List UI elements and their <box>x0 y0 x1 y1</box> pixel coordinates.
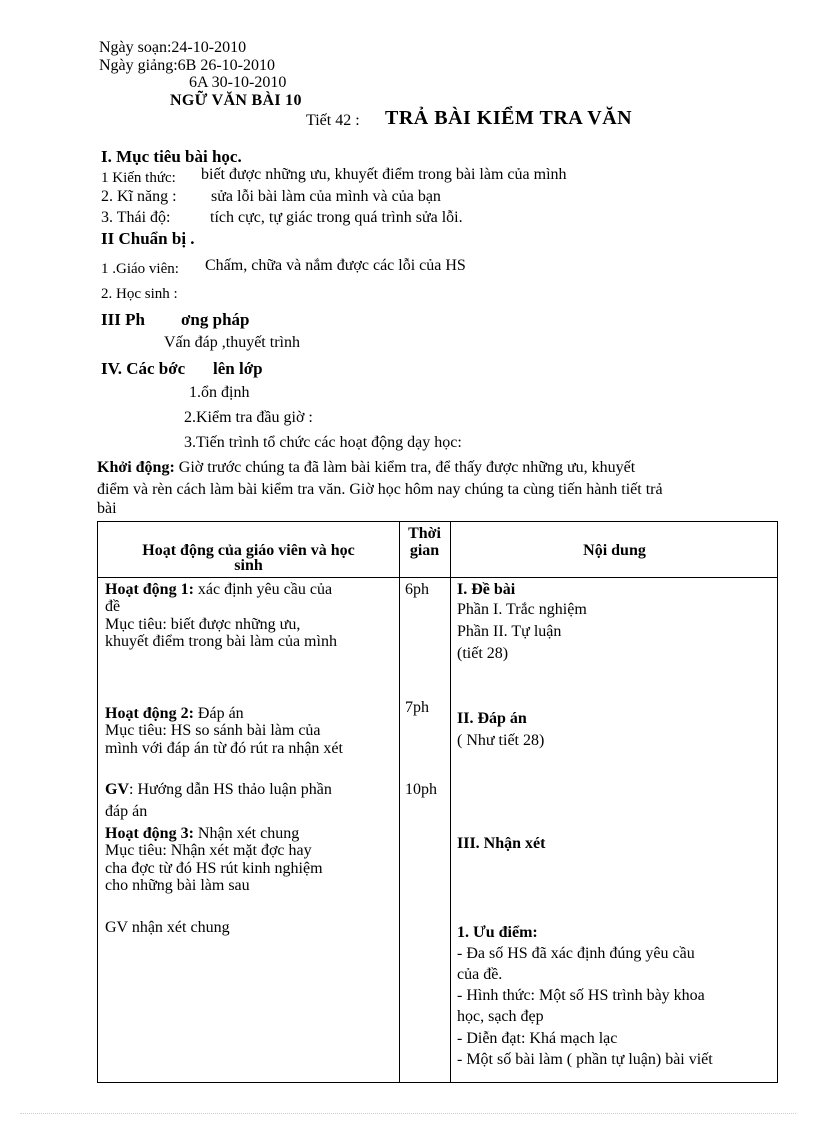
hd1-mt-label: Mục tiêu: <box>105 615 167 633</box>
cac-buoc-heading-a: IV. Các bớc <box>101 359 186 378</box>
header-activity-line1: Hoạt động của giáo viên và học <box>142 542 355 559</box>
thai-do-text: tích cực, tự giác trong quá trình sửa lỗi. <box>210 209 463 226</box>
gv2-text-a: GV nhận xét <box>105 919 187 936</box>
table-header-divider <box>98 577 777 578</box>
page-title: TRẢ BÀI KIỂM TRA VĂN <box>385 107 633 129</box>
uu-diem-3: - Diễn đạt: Khá mạch lạc <box>457 1029 618 1047</box>
hd2-text: Đáp án <box>197 705 244 722</box>
ngay-soan: Ngày soạn:24-10-2010 <box>99 39 247 56</box>
hd2-label: Hoạt động 2: <box>105 705 194 722</box>
kien-thuc-label: 1 Kiến thức: <box>101 170 176 186</box>
khoi-dong-line-2: điểm và rèn cách làm bài kiểm tra văn. Giờ học hôm nay chúng ta cùng tiến hành tiết trả <box>97 481 663 498</box>
hd3-label: Hoạt động 3: <box>105 825 194 842</box>
chuan-bi-heading: II Chuẩn bị . <box>101 229 195 248</box>
phuong-phap-heading-b: ơng pháp <box>181 310 250 329</box>
hoat-dong-2 <box>105 705 343 757</box>
de-bai-phan1: Phần I. Trắc nghiệm <box>457 600 587 618</box>
gv1-text-b: đáp án <box>105 803 148 821</box>
de-bai-tiet: (tiết 28) <box>457 645 509 663</box>
header-time <box>399 525 450 560</box>
header-activity <box>98 542 399 575</box>
gv1-text: : Hướng dẫn HS thảo luận phần <box>129 781 332 798</box>
khoi-dong-text-1: Giờ trước chúng ta đã làm bài kiểm tra, để thấy được những ưu, khuyết <box>178 459 636 476</box>
giao-vien-text: Chấm, chữa và nắm được các lỗi của HS <box>205 257 466 274</box>
lesson-number: Tiết 42 : <box>306 112 360 129</box>
uu-diem-1a: - Đa số HS đã xác định đúng yêu cầu <box>457 945 695 963</box>
hd1-text-b: đề <box>105 598 121 616</box>
dap-an-text: ( Như tiết 28) <box>457 732 545 750</box>
hd1-text: xác định yêu cầu của <box>197 581 333 598</box>
hoat-dong-3 <box>105 825 323 894</box>
table-column-divider <box>450 522 451 1082</box>
subject-heading: NGỮ VĂN BÀI 10 <box>170 92 302 109</box>
uu-diem-4: - Một số bài làm ( phần tự luận) bài viết <box>457 1050 713 1068</box>
hd2-mt-line1: Mục tiêu: HS so sánh bài làm của <box>105 722 321 740</box>
uu-diem-heading: 1. Ưu điểm: <box>457 924 538 941</box>
table-column-divider <box>399 522 400 1082</box>
ki-nang-label: 2. Kĩ năng : <box>101 188 177 205</box>
hoc-sinh-label: 2. Học sinh : <box>101 286 178 302</box>
time-gv1: 10ph <box>405 781 437 798</box>
ki-nang-text: sửa lỗi bài làm của mình và của bạn <box>211 188 441 205</box>
uu-diem-2a: - Hình thức: Một số HS trình bày khoa <box>457 987 705 1005</box>
muc-tieu-heading: I. Mục tiêu bài học. <box>101 147 242 166</box>
lesson-activity-table <box>97 521 778 1083</box>
thai-do-label: 3. Thái độ: <box>101 209 171 226</box>
step-3: 3.Tiến trình tổ chức các hoạt động dạy học: <box>184 434 462 451</box>
uu-diem-1b: của đề. <box>457 966 503 984</box>
hd1-mt-text: biết được những ưu, <box>170 615 301 633</box>
gv-nhan-xet <box>105 919 230 936</box>
time-hd2: 7ph <box>405 699 429 716</box>
ngay-giang-6a: 6A 30-10-2010 <box>189 74 287 91</box>
gv-huong-dan <box>105 779 332 824</box>
de-bai-phan2: Phần II. Tự luận <box>457 622 562 640</box>
hd3-mt-line2: cha đợc từ đó HS rút kinh nghiệm <box>105 859 323 877</box>
kien-thuc-text: biết được những ưu, khuyết điểm trong bài làm của mình <box>201 166 567 183</box>
hd3-mt-line1: Mục tiêu: Nhận xét mặt đợc hay <box>105 842 312 860</box>
phuong-phap-heading-a: III Ph <box>101 310 145 329</box>
hd3-text: Nhận xét chung <box>197 825 300 842</box>
header-activity-line2: sinh <box>234 557 263 575</box>
phuong-phap-text: Vấn đáp ,thuyết trình <box>164 334 300 351</box>
khoi-dong-line-1 <box>97 460 635 476</box>
hd3-mt-line3: cho những bài làm sau <box>105 876 250 894</box>
header-time-line1: Thời <box>408 525 441 542</box>
nhan-xet-heading: III. Nhận xét <box>457 835 546 852</box>
header-time-line2: gian <box>409 542 440 560</box>
content-dap-an <box>457 708 544 753</box>
ngay-giang: Ngày giảng:6B 26-10-2010 <box>99 57 275 74</box>
hd1-mt-text-b: khuyết điểm trong bài làm của mình <box>105 632 337 650</box>
dap-an-heading: II. Đáp án <box>457 710 527 727</box>
khoi-dong-line-3: bài <box>97 500 117 517</box>
hd1-label: Hoạt động 1: <box>105 581 194 598</box>
content-de-bai <box>457 581 587 666</box>
hd2-mt-line2: mình với đáp án từ đó rút ra nhận xét <box>105 739 343 757</box>
cac-buoc-heading-b: lên lớp <box>213 359 263 378</box>
uu-diem-2b: học, sạch đẹp <box>457 1008 544 1026</box>
header-content: Nội dung <box>583 542 646 559</box>
step-2: 2.Kiểm tra đầu giờ : <box>184 409 313 426</box>
de-bai-heading: I. Đề bài <box>457 581 516 598</box>
page-bottom-border <box>20 1113 796 1114</box>
hoat-dong-1 <box>105 581 337 650</box>
step-1: 1.ổn định <box>189 384 250 401</box>
giao-vien-label: 1 .Giáo viên: <box>101 261 179 277</box>
gv1-label: GV <box>105 781 129 798</box>
time-hd1: 6ph <box>405 581 429 598</box>
khoi-dong-label: Khởi động: <box>97 459 175 476</box>
content-uu-diem <box>457 922 713 1070</box>
gv2-text-b: chung <box>190 919 230 936</box>
